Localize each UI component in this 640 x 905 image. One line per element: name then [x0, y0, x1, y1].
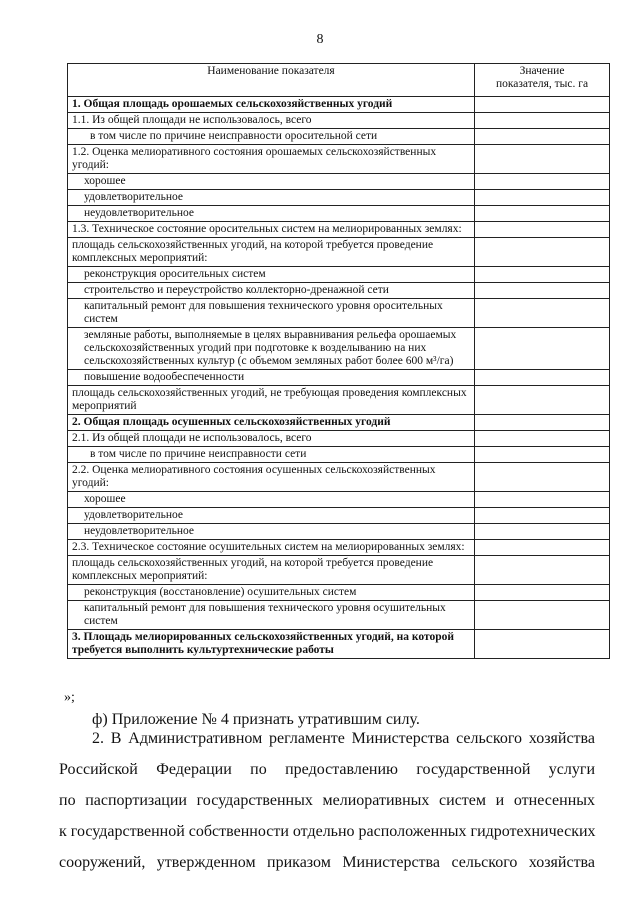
indicator-name-cell: строительство и переустройство коллекторно-дренажной сети	[68, 283, 475, 299]
table-row	[68, 431, 610, 447]
table-row	[68, 283, 610, 299]
indicator-value-cell	[475, 463, 610, 492]
indicator-name-cell: площадь сельскохозяйственных угодий, не требующая проведения комплексных мероприятий	[68, 386, 475, 415]
indicator-name-cell: земляные работы, выполняемые в целях выравнивания рельефа орошаемых сельскохозяйственных угодий при подготовке к возделыванию на них сельскохозяйственных культур (с объемом земляных работ более 600 м³/га)	[68, 328, 475, 370]
indicator-name-cell: 2.1. Из общей площади не использовалось, всего	[68, 431, 475, 447]
indicator-name-cell: площадь сельскохозяйственных угодий, на которой требуется проведение комплексных мероприятий:	[68, 238, 475, 267]
table-row	[68, 222, 610, 238]
table-row	[68, 447, 610, 463]
paragraph-line: 2. В Административном регламенте Министерства сельского хозяйства	[92, 730, 595, 747]
header-value-line2: показателя, тыс. га	[495, 78, 589, 90]
table-row	[68, 238, 610, 267]
indicator-name-cell: 1.2. Оценка мелиоративного состояния орошаемых сельскохозяйственных угодий:	[68, 145, 475, 174]
table-row	[68, 508, 610, 524]
table-body	[68, 97, 610, 659]
indicator-name-cell: 2.3. Техническое состояние осушительных систем на мелиорированных землях:	[68, 540, 475, 556]
table-row	[68, 299, 610, 328]
table-row	[68, 524, 610, 540]
table-row	[68, 492, 610, 508]
table-header-row	[68, 64, 610, 97]
indicator-value-cell	[475, 415, 610, 431]
indicator-name-cell: в том числе по причине неисправности оросительной сети	[68, 129, 475, 145]
indicator-value-cell	[475, 190, 610, 206]
table-row	[68, 328, 610, 370]
indicator-name-cell: удовлетворительное	[68, 190, 475, 206]
table-row	[68, 145, 610, 174]
table-row	[68, 601, 610, 630]
indicator-name-cell: повышение водообеспеченности	[68, 370, 475, 386]
indicator-name-cell: 1.3. Техническое состояние оросительных систем на мелиорированных землях:	[68, 222, 475, 238]
indicator-name-cell: в том числе по причине неисправности сети	[68, 447, 475, 463]
indicator-value-cell	[475, 370, 610, 386]
indicator-value-cell	[475, 299, 610, 328]
indicator-value-cell	[475, 283, 610, 299]
indicator-name-cell: удовлетворительное	[68, 508, 475, 524]
indicator-value-cell	[475, 222, 610, 238]
indicator-name-cell: реконструкция оросительных систем	[68, 267, 475, 283]
paragraph-2	[59, 723, 595, 878]
indicator-value-cell	[475, 431, 610, 447]
indicator-name-cell: реконструкция (восстановление) осушительных систем	[68, 585, 475, 601]
indicator-name-cell: неудовлетворительное	[68, 206, 475, 222]
indicator-value-cell	[475, 129, 610, 145]
indicator-value-cell	[475, 556, 610, 585]
header-indicator-value	[475, 64, 610, 97]
indicator-value-cell	[475, 447, 610, 463]
table-row	[68, 129, 610, 145]
indicator-value-cell	[475, 267, 610, 283]
table-row	[68, 386, 610, 415]
closing-quote: »;	[64, 690, 75, 705]
indicator-value-cell	[475, 113, 610, 129]
indicator-name-cell: площадь сельскохозяйственных угодий, на которой требуется проведение комплексных мероприятий:	[68, 556, 475, 585]
indicator-value-cell	[475, 238, 610, 267]
table-row	[68, 97, 610, 113]
indicator-name-cell: 2.2. Оценка мелиоративного состояния осушенных сельскохозяйственных угодий:	[68, 463, 475, 492]
paragraph-line: Российской Федерации по предоставлению государственной услуги	[59, 761, 595, 778]
item-f-text: ф) Приложение № 4 признать утратившим силу.	[92, 711, 420, 728]
table-row	[68, 415, 610, 431]
indicator-value-cell	[475, 174, 610, 190]
indicator-name-cell: 1. Общая площадь орошаемых сельскохозяйственных угодий	[68, 97, 475, 113]
header-indicator-name: Наименование показателя	[68, 64, 475, 97]
paragraph-line: по паспортизации государственных мелиоративных систем и отнесенных	[59, 792, 595, 809]
table-row	[68, 190, 610, 206]
header-value-line1: Значение	[519, 65, 565, 77]
indicator-value-cell	[475, 524, 610, 540]
indicator-value-cell	[475, 540, 610, 556]
table-row	[68, 206, 610, 222]
table-row	[68, 585, 610, 601]
indicator-name-cell: капитальный ремонт для повышения технического уровня оросительных систем	[68, 299, 475, 328]
indicator-value-cell	[475, 492, 610, 508]
indicator-value-cell	[475, 206, 610, 222]
table-row	[68, 630, 610, 659]
indicator-name-cell: 1.1. Из общей площади не использовалось, всего	[68, 113, 475, 129]
table-row	[68, 174, 610, 190]
indicator-name-cell: хорошее	[68, 174, 475, 190]
indicator-name-cell: 2. Общая площадь осушенных сельскохозяйственных угодий	[68, 415, 475, 431]
indicator-name-cell: капитальный ремонт для повышения технического уровня осушительных систем	[68, 601, 475, 630]
indicator-value-cell	[475, 601, 610, 630]
paragraph-line: сооружений, утвержденном приказом Министерства сельского хозяйства	[59, 854, 595, 871]
table-row	[68, 267, 610, 283]
indicator-value-cell	[475, 145, 610, 174]
indicator-value-cell	[475, 328, 610, 370]
table-row	[68, 540, 610, 556]
table-row	[68, 556, 610, 585]
indicator-value-cell	[475, 508, 610, 524]
page-number: 8	[316, 32, 324, 47]
indicator-name-cell: 3. Площадь мелиорированных сельскохозяйственных угодий, на которой требуется выполнить культуртехнические работы	[68, 630, 475, 659]
paragraph-line: к государственной собственности отдельно расположенных гидротехнических	[59, 823, 596, 840]
indicator-name-cell: неудовлетворительное	[68, 524, 475, 540]
indicators-table	[67, 63, 610, 659]
indicator-value-cell	[475, 585, 610, 601]
indicator-name-cell: хорошее	[68, 492, 475, 508]
indicator-value-cell	[475, 630, 610, 659]
table-row	[68, 370, 610, 386]
table-row	[68, 113, 610, 129]
indicator-value-cell	[475, 97, 610, 113]
table-row	[68, 463, 610, 492]
indicator-value-cell	[475, 386, 610, 415]
